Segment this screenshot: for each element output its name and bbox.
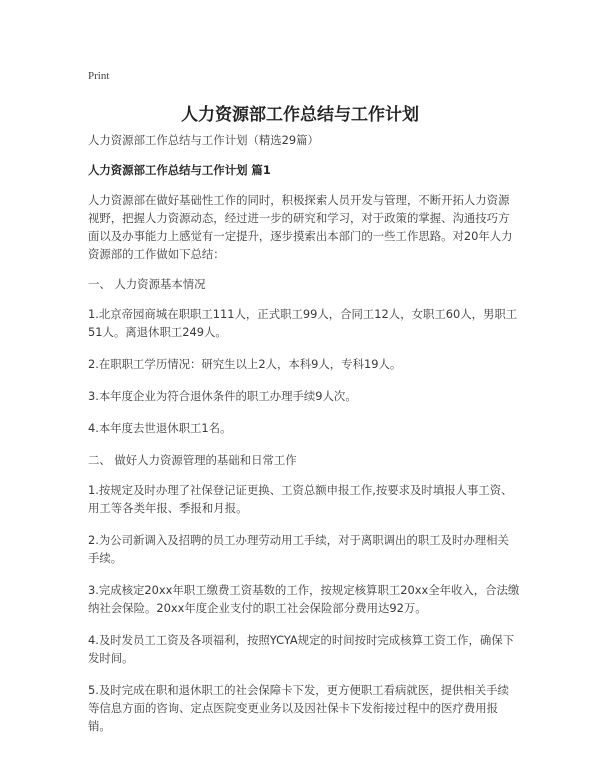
section-title: 人力资源部工作总结与工作计划 篇1 xyxy=(88,163,271,177)
document-subtitle: 人力资源部工作总结与工作计划（精选29篇） xyxy=(88,133,319,147)
list-item: 3.完成核定20xx年职工缴费工资基数的工作，按规定核算职工20xx全年收入，合法缴纳社会保险。20xx年度企业支付的职工社会保险部分费用达92万。 xyxy=(88,583,520,615)
print-label: Print xyxy=(88,70,110,82)
document-title: 人力资源部工作总结与工作计划 xyxy=(181,105,419,125)
list-item: 4.本年度去世退休职工1名。 xyxy=(88,421,232,435)
document-body xyxy=(88,131,520,749)
list-item: 4.及时发员工工资及各项福利，按照YCYA规定的时间按时完成核算工资工作，确保下发时间。 xyxy=(88,633,515,665)
list-item: 2.在职职工学历情况：研究生以上2人，本科9人，专科19人。 xyxy=(88,357,402,371)
intro-paragraph: 人力资源部在做好基础性工作的同时，积极探索人员开发与管理，不断开拓人力资源视野，把握人力资源动态，经过进一步的研究和学习，对于政策的掌握、沟通技巧方面以及办事能力上感觉有一定提升，逐步摸索出本部门的一些工作思路。对20年人力资源部的工作做如下总结： xyxy=(88,193,513,261)
list-item: 2.为公司新调入及招聘的员工办理劳动用工手续，对于离职调出的职工及时办理相关手续。 xyxy=(88,533,509,565)
list-item: 5.及时完成在职和退休职工的社会保障卡下发，更方便职工看病就医，提供相关手续等信息方面的咨询、定点医院变更业务以及因社保卡下发衔接过程中的医疗费用报销。 xyxy=(88,683,509,733)
list-item: 3.本年度企业为符合退休条件的职工办理手续9人次。 xyxy=(88,389,357,403)
list-item: 1.北京帝园商城在职职工111人，正式职工99人，合同工12人，女职工60人，男职工51人。离退休职工249人。 xyxy=(88,307,518,339)
part2-heading: 二、 做好人力资源管理的基础和日常工作 xyxy=(88,453,297,467)
part1-heading: 一、 人力资源基本情况 xyxy=(88,277,206,291)
list-item: 1.按规定及时办理了社保登记证更换、工资总额申报工作,按要求及时填报人事工资、用工等各类年报、季报和月报。 xyxy=(88,483,513,515)
